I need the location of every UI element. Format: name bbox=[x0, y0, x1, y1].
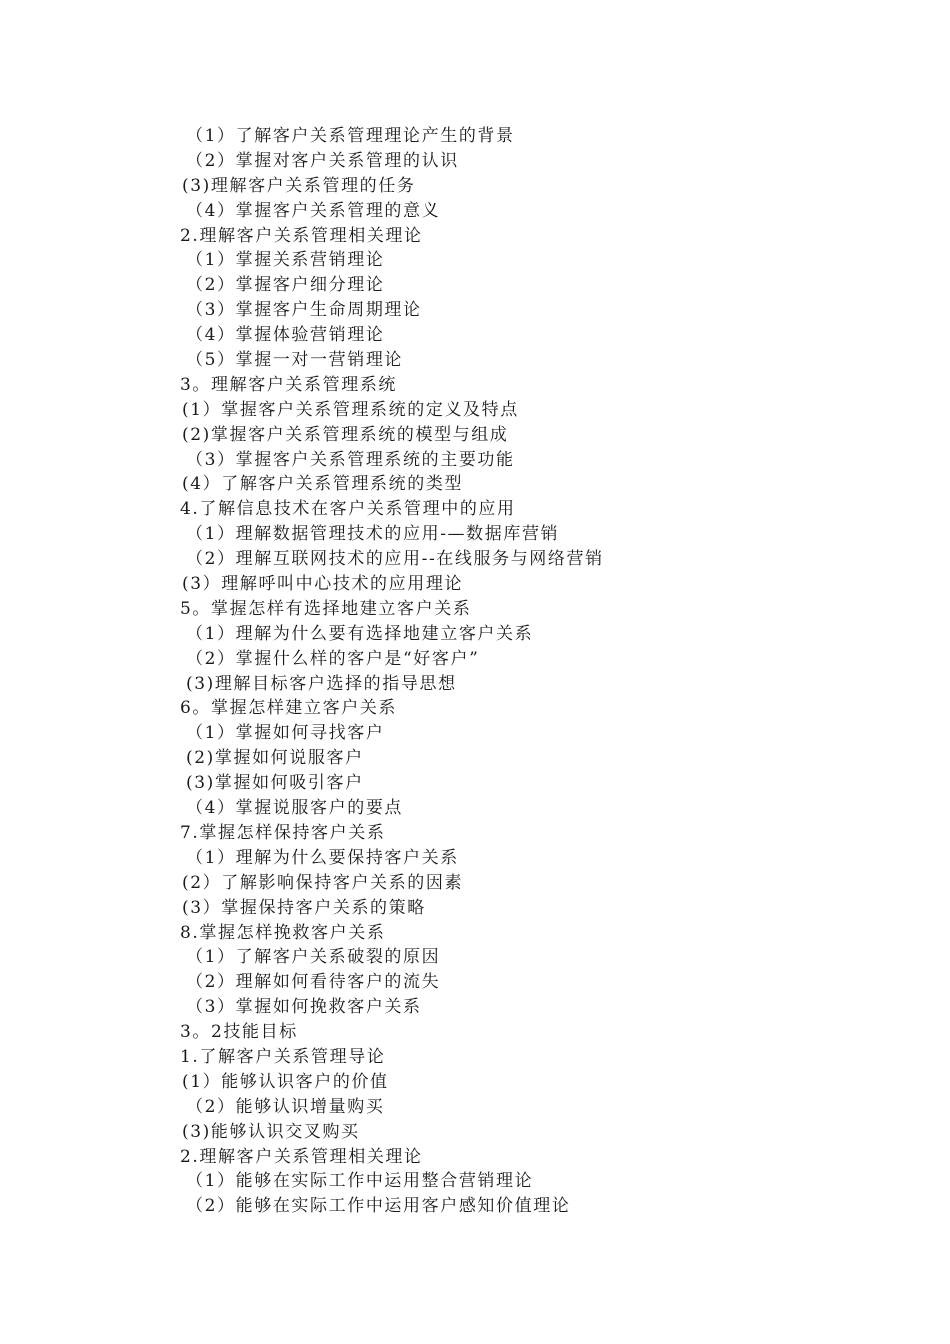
text-line: （2）掌握客户细分理论 bbox=[186, 275, 385, 296]
text-line: (3）理解呼叫中心技术的应用理论 bbox=[182, 574, 464, 595]
text-line: (3)理解目标客户选择的指导思想 bbox=[186, 673, 457, 694]
text-line: （1）掌握如何寻找客户 bbox=[186, 723, 385, 744]
text-line: (3)能够认识交叉购买 bbox=[182, 1121, 360, 1142]
text-line: (4）了解客户关系管理系统的类型 bbox=[182, 474, 464, 495]
text-line: （4）掌握说服客户的要点 bbox=[186, 798, 404, 819]
text-line: 5。掌握怎样有选择地建立客户关系 bbox=[180, 598, 472, 619]
text-line: (1）能够认识客户的价值 bbox=[182, 1071, 389, 1092]
text-line: （1）理解为什么要有选择地建立客户关系 bbox=[186, 623, 534, 644]
text-line: （2）能够在实际工作中运用客户感知价值理论 bbox=[186, 1196, 571, 1217]
text-line: 1.了解客户关系管理导论 bbox=[180, 1046, 386, 1067]
text-line: （1）了解客户关系管理理论产生的背景 bbox=[186, 126, 515, 146]
text-line: （2）理解互联网技术的应用--在线服务与网络营销 bbox=[186, 549, 604, 570]
text-line: （2）掌握对客户关系管理的认识 bbox=[186, 150, 459, 171]
text-line: 6。掌握怎样建立客户关系 bbox=[180, 698, 398, 719]
text-line: （2）能够认识增量购买 bbox=[186, 1096, 385, 1117]
text-line: (2)掌握客户关系管理系统的模型与组成 bbox=[182, 424, 509, 445]
text-line: （1）理解数据管理技术的应用-—数据库营销 bbox=[186, 524, 560, 545]
text-line: （4）掌握客户关系管理的意义 bbox=[186, 200, 441, 221]
text-line: （2）掌握什么样的客户是“好客户” bbox=[186, 648, 480, 669]
text-line: （3）掌握客户关系管理系统的主要功能 bbox=[186, 449, 515, 470]
text-line: 3。理解客户关系管理系统 bbox=[180, 374, 398, 395]
text-line: （3）掌握客户生命周期理论 bbox=[186, 300, 422, 321]
text-line: 2.理解客户关系管理相关理论 bbox=[180, 225, 423, 246]
text-line: （3）掌握如何挽救客户关系 bbox=[186, 997, 422, 1018]
text-line: （1）掌握关系营销理论 bbox=[186, 250, 385, 271]
text-line: （2）理解如何看待客户的流失 bbox=[186, 972, 441, 993]
text-line: （1）了解客户关系破裂的原因 bbox=[186, 947, 441, 968]
text-line: 8.掌握怎样挽救客户关系 bbox=[180, 922, 386, 943]
text-line: (2)掌握如何说服客户 bbox=[186, 748, 364, 769]
text-line: 7.掌握怎样保持客户关系 bbox=[180, 822, 386, 843]
text-line: （1）能够在实际工作中运用整合营销理论 bbox=[186, 1171, 534, 1192]
text-line: (2）了解影响保持客户关系的因素 bbox=[182, 872, 464, 893]
text-line: (3)理解客户关系管理的任务 bbox=[182, 175, 416, 196]
text-line: （4）掌握体验营销理论 bbox=[186, 325, 385, 346]
text-line: 4.了解信息技术在客户关系管理中的应用 bbox=[180, 499, 516, 520]
text-line: (3)掌握如何吸引客户 bbox=[186, 773, 364, 794]
text-line: (3）掌握保持客户关系的策略 bbox=[182, 897, 426, 918]
text-line: 3。2技能目标 bbox=[180, 1022, 298, 1043]
text-line: (1）掌握客户关系管理系统的定义及特点 bbox=[182, 399, 519, 420]
text-line: （1）理解为什么要保持客户关系 bbox=[186, 847, 459, 868]
text-line: （5）掌握一对一营销理论 bbox=[186, 350, 404, 371]
text-line: 2.理解客户关系管理相关理论 bbox=[180, 1146, 423, 1167]
document-body bbox=[180, 124, 880, 1219]
